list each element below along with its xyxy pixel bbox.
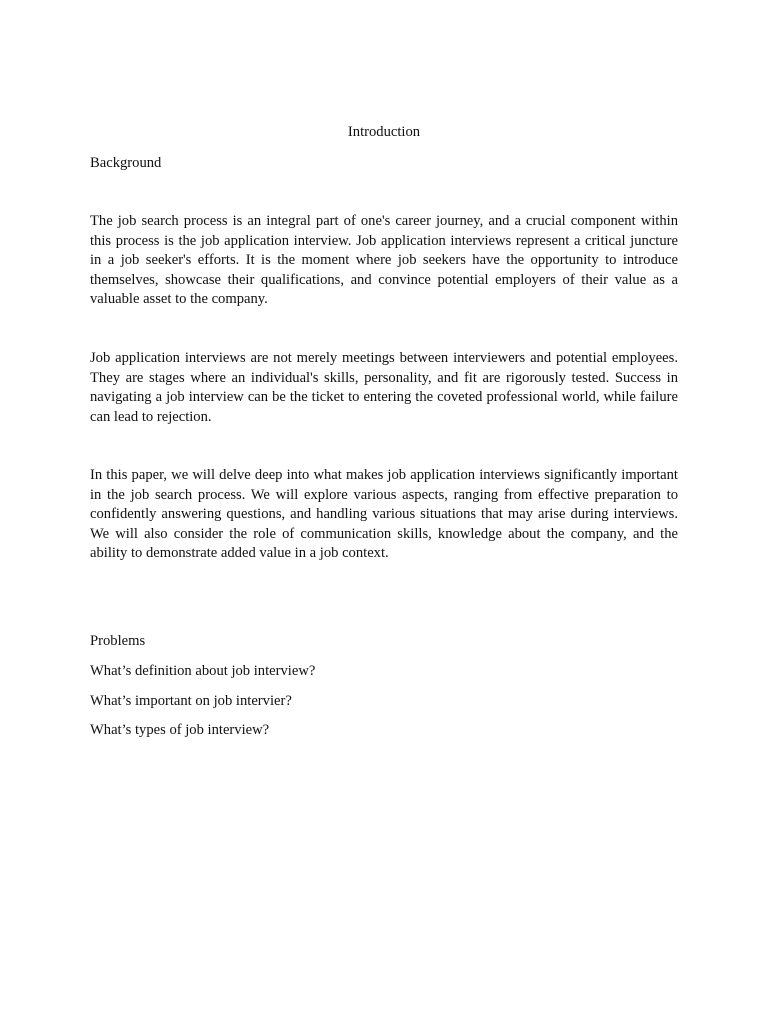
problem-item-2: What’s important on job intervier? [90, 693, 292, 709]
background-heading: Background [90, 155, 162, 171]
problem-item-1: What’s definition about job interview? [90, 663, 316, 679]
document-title: Introduction [347, 124, 421, 140]
paragraph-3: In this paper, we will delve deep into what makes job application interviews significantly important in the job search process. We will explore various aspects, ranging from effective preparation to confidently answering questions, and handling various situations that may arise during interviews. We will also consider the role of communication skills, knowledge about the company, and the ability to demonstrate added value in a job context. [90, 467, 678, 561]
paragraph-1: The job search process is an integral part of one's career journey, and a crucial component within this process is the job application interview. Job application interviews represent a critical juncture in a job seeker's efforts. It is the moment where job seekers have the opportunity to introduce themselves, showcase their qualifications, and convince potential employers of their value as a valuable asset to the company. [90, 213, 678, 307]
problem-item-3: What’s types of job interview? [90, 722, 270, 738]
paragraph-2: Job application interviews are not merely meetings between interviewers and potential employees. They are stages where an individual's skills, personality, and fit are rigorously tested. Success in navigating a job interview can be the ticket to entering the coveted professional world, while failure can lead to rejection. [90, 350, 678, 425]
problems-heading: Problems [90, 633, 146, 649]
